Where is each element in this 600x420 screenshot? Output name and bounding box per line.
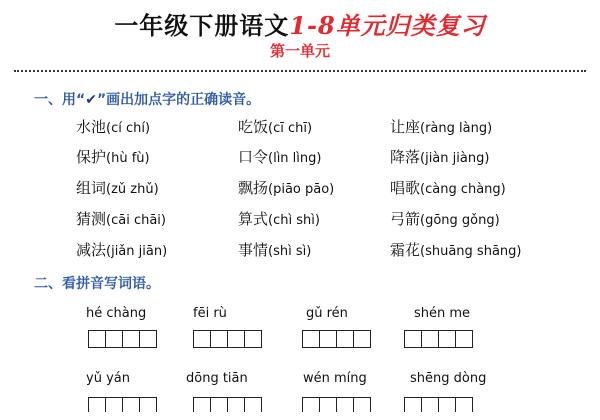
item-options: (jiàn jiàng) bbox=[420, 151, 490, 166]
pinyin-row bbox=[0, 208, 600, 230]
item-word: 飘扬 bbox=[238, 179, 269, 197]
writing-grid[interactable] bbox=[88, 397, 157, 412]
item-word: 让座 bbox=[390, 118, 421, 136]
pinyin-item bbox=[76, 116, 150, 137]
writing-grid[interactable] bbox=[302, 397, 371, 412]
item-options: (cí chí) bbox=[106, 121, 151, 136]
pinyin-prompt: shén me bbox=[414, 306, 471, 321]
pinyin-item bbox=[390, 146, 489, 167]
pinyin-item bbox=[238, 239, 311, 260]
item-word: 猜测 bbox=[76, 210, 107, 228]
unit-subtitle: 第一单元 bbox=[269, 42, 330, 60]
section1-heading-suffix: ”画出加点字的正确读音。 bbox=[96, 92, 261, 108]
pinyin-item bbox=[390, 177, 506, 198]
item-options: (chì shì) bbox=[268, 213, 320, 228]
writing-grid[interactable] bbox=[193, 330, 262, 348]
item-options: (cāi chāi) bbox=[106, 213, 166, 228]
writing-grid[interactable] bbox=[88, 330, 157, 348]
pinyin-item bbox=[390, 208, 500, 229]
section2-heading: 二、看拼音写词语。 bbox=[34, 276, 160, 292]
item-options: (lìn lìng) bbox=[268, 151, 322, 166]
pinyin-item bbox=[238, 208, 320, 229]
item-options: (shì sì) bbox=[268, 244, 312, 259]
item-options: (hù fù) bbox=[106, 151, 150, 166]
item-word: 减法 bbox=[76, 241, 107, 259]
item-word: 降落 bbox=[390, 148, 421, 166]
pinyin-item bbox=[76, 146, 150, 167]
pinyin-prompt: yǔ yán bbox=[86, 371, 130, 386]
item-word: 霜花 bbox=[390, 241, 421, 259]
item-word: 吃饭 bbox=[238, 118, 269, 136]
item-options: (gōng gǒng) bbox=[420, 213, 500, 228]
item-options: (shuāng shāng) bbox=[420, 244, 522, 259]
writing-grid[interactable] bbox=[193, 397, 262, 412]
item-word: 组词 bbox=[76, 179, 107, 197]
pinyin-item bbox=[76, 177, 159, 198]
item-word: 弓箭 bbox=[390, 210, 421, 228]
title-accent: 1-8单元归类复习 bbox=[289, 11, 486, 40]
item-word: 口令 bbox=[238, 148, 269, 166]
item-word: 保护 bbox=[76, 148, 107, 166]
pinyin-item bbox=[390, 116, 492, 137]
item-options: (cī chī) bbox=[268, 121, 313, 136]
writing-grid[interactable] bbox=[302, 330, 371, 348]
pinyin-prompt: fēi rù bbox=[193, 306, 227, 321]
item-word: 算式 bbox=[238, 210, 269, 228]
pinyin-item bbox=[238, 116, 312, 137]
item-options: (ràng làng) bbox=[420, 121, 493, 136]
pinyin-item bbox=[238, 177, 334, 198]
pinyin-item bbox=[76, 239, 167, 260]
item-word: 水池 bbox=[76, 118, 107, 136]
item-word: 唱歌 bbox=[390, 179, 421, 197]
section1-heading-prefix: 一、用“ bbox=[34, 92, 86, 108]
item-options: (jiǎn jiān) bbox=[106, 244, 168, 259]
item-options: (zǔ zhǔ) bbox=[106, 182, 159, 197]
pinyin-row bbox=[0, 239, 600, 261]
section1-heading bbox=[34, 89, 260, 109]
pinyin-item bbox=[390, 239, 521, 260]
dotted-divider bbox=[14, 70, 586, 72]
item-word: 事情 bbox=[238, 241, 269, 259]
pinyin-prompt: gǔ rén bbox=[306, 306, 348, 321]
pinyin-item bbox=[238, 146, 321, 167]
writing-grid[interactable] bbox=[404, 330, 473, 348]
pinyin-prompt: hé chàng bbox=[86, 306, 147, 321]
check-mark-icon: ✔ bbox=[85, 92, 97, 108]
writing-grid[interactable] bbox=[404, 397, 473, 412]
title-main: 一年级下册语文 bbox=[114, 12, 290, 40]
pinyin-prompt: dōng tiān bbox=[186, 371, 248, 386]
document-title bbox=[0, 6, 600, 41]
pinyin-item bbox=[76, 208, 166, 229]
item-options: (càng chàng) bbox=[420, 182, 506, 197]
pinyin-prompt: shēng dòng bbox=[410, 371, 487, 386]
pinyin-row bbox=[0, 146, 600, 168]
item-options: (piāo pāo) bbox=[268, 182, 335, 197]
pinyin-row bbox=[0, 116, 600, 138]
pinyin-row bbox=[0, 177, 600, 199]
pinyin-prompt: wén míng bbox=[303, 371, 367, 386]
